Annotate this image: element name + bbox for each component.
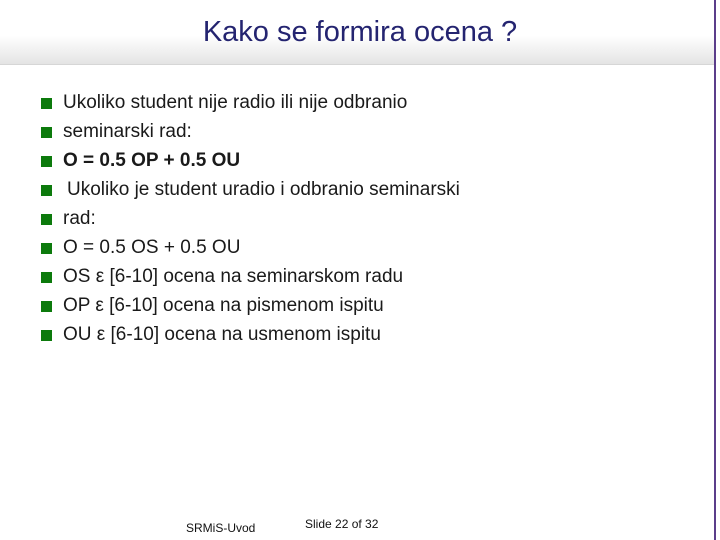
square-bullet-icon [41, 272, 52, 283]
bullet-text: OP ε [6-10] ocena na pismenom ispitu [63, 295, 384, 316]
bullet-text: Ukoliko student nije radio ili nije odbranio [63, 92, 408, 113]
bullet-text: Ukoliko je student uradio i odbranio seminarski [67, 179, 460, 200]
square-bullet-icon [41, 185, 52, 196]
square-bullet-icon [41, 330, 52, 341]
footer-slide-number: Slide 22 of 32 [305, 517, 379, 531]
slide-title: Kako se formira ocena ? [202, 16, 518, 48]
bullet-item [38, 175, 460, 204]
bullet-text: OU ε [6-10] ocena na usmenom ispitu [63, 324, 381, 345]
bullet-item [38, 233, 460, 262]
bullet-item [38, 117, 460, 146]
bullet-text: rad: [63, 208, 96, 229]
bullet-item [38, 291, 460, 320]
bullet-text: OS ε [6-10] ocena na seminarskom radu [63, 266, 404, 287]
square-bullet-icon [41, 214, 52, 225]
formula-text: O = 0.5 OS + 0.5 OU [63, 237, 241, 258]
bullet-item [38, 320, 460, 349]
square-bullet-icon [41, 127, 52, 138]
bullet-list [38, 88, 460, 349]
bullet-item [38, 146, 460, 175]
square-bullet-icon [41, 301, 52, 312]
square-bullet-icon [41, 243, 52, 254]
bullet-item [38, 88, 460, 117]
square-bullet-icon [41, 98, 52, 109]
bullet-item [38, 262, 460, 291]
footer-course-name: SRMiS-Uvod [186, 521, 256, 535]
square-bullet-icon [41, 156, 52, 167]
formula-text: O = 0.5 OP + 0.5 OU [63, 150, 241, 171]
bullet-item [38, 204, 460, 233]
slide-right-border [714, 0, 716, 540]
bullet-text: seminarski rad: [63, 121, 192, 142]
